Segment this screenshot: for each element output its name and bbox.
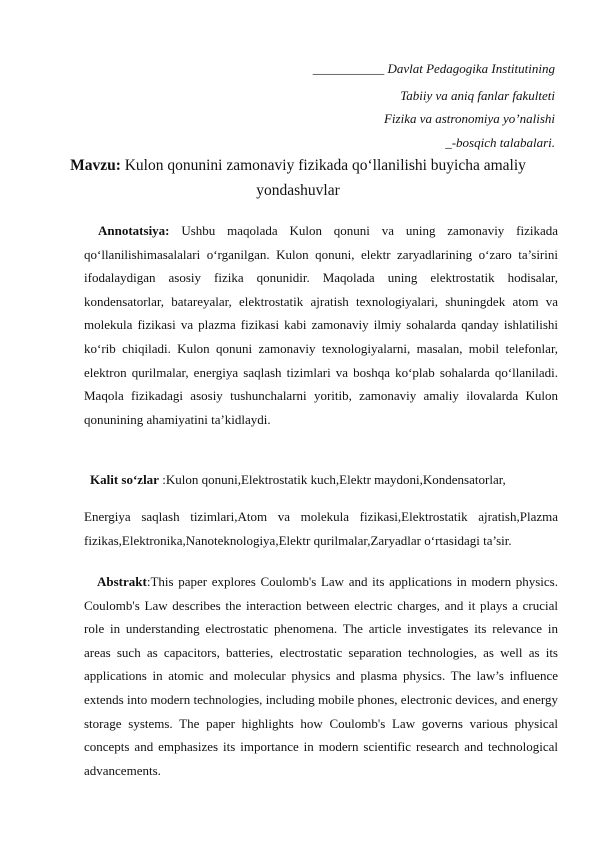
abstract-paragraph bbox=[84, 570, 558, 782]
title-label: Mavzu: bbox=[70, 157, 121, 174]
annotation-paragraph bbox=[84, 219, 558, 431]
abstract-label: Abstrakt bbox=[97, 574, 147, 589]
header-department: Fizika va astronomiya yo’nalishi bbox=[383, 111, 555, 126]
title-text: Kulon qonunini zamonaviy fizikada qo‘llanilishi buyicha amaliy yondashuvlar bbox=[124, 157, 526, 199]
abstract-text: :This paper explores Coulomb's Law and its applications in modern physics. Coulomb's Law describes the interaction between electric charges, and it plays a crucial role in understanding electrostatic phenomena. The article investigates its relevance in areas such as capacitors, batteries, electrostatic separation technologies, as well as its applications in atomic and molecular physics and plasma physics. The law’s influence extends into modern technologies, including mobile phones, electronic devices, and energy storage systems. The paper highlights how Coulomb's Law governs various physical concepts and emphasizes its importance in modern scientific research and technological advancements. bbox=[84, 574, 558, 778]
keywords-label: Kalit so‘zlar bbox=[90, 472, 159, 487]
header-institute: ___________ Davlat Pedagogika Institutining bbox=[312, 61, 555, 76]
header-faculty: Tabiiy va aniq fanlar fakulteti bbox=[400, 88, 555, 103]
keywords-continuation: Energiya saqlash tizimlari,Atom va molekula fizikasi,Elektrostatik ajratish,Plazma fizikas,Elektronika,Nanoteknologiya,Elektr qurilmalar,Zaryadlar o‘rtasidagi ta’sir. bbox=[84, 509, 558, 548]
keywords-line bbox=[90, 468, 560, 492]
header-students: _-bosqich talabalari. bbox=[445, 135, 555, 150]
keywords-text-1: :Kulon qonuni,Elektrostatik kuch,Elektr maydoni,Kondensatorlar, bbox=[158, 472, 506, 487]
paper-title bbox=[60, 153, 536, 203]
annotation-text: Ushbu maqolada Kulon qonuni va uning zamonaviy fizikada qo‘llanilishimasalalari o‘rganilgan. Kulon qonuni, elektr zaryadlarining o‘zaro ta’sirini ifodalaydigan asosiy fizika qonunidir. Maqolada uning elektrostatik hodisalar, kondensatorlar, batareyalar, elektrostatik ajratish texnologiyalari, shuningdek atom va molekula fizikasi va plazma fizikasi kabi zamonaviy ilmiy sohalarda qanday ishlatilishi ko‘rib chiqiladi. Kulon qonuni zamonaviy texnologiyalarni, masalan, mobil telefonlar, elektron qurilmalar, energiya saqlash tizimlari va boshqa ko‘plab sohalarda qo‘llaniladi. Maqola fizikadagi asosiy tushunchalarni yoritib, zamonaviy amaliy ilovalarda Kulon qonunining ahamiyatini ta’kidlaydi. bbox=[84, 223, 558, 427]
annotation-label: Annotatsiya: bbox=[98, 223, 170, 238]
